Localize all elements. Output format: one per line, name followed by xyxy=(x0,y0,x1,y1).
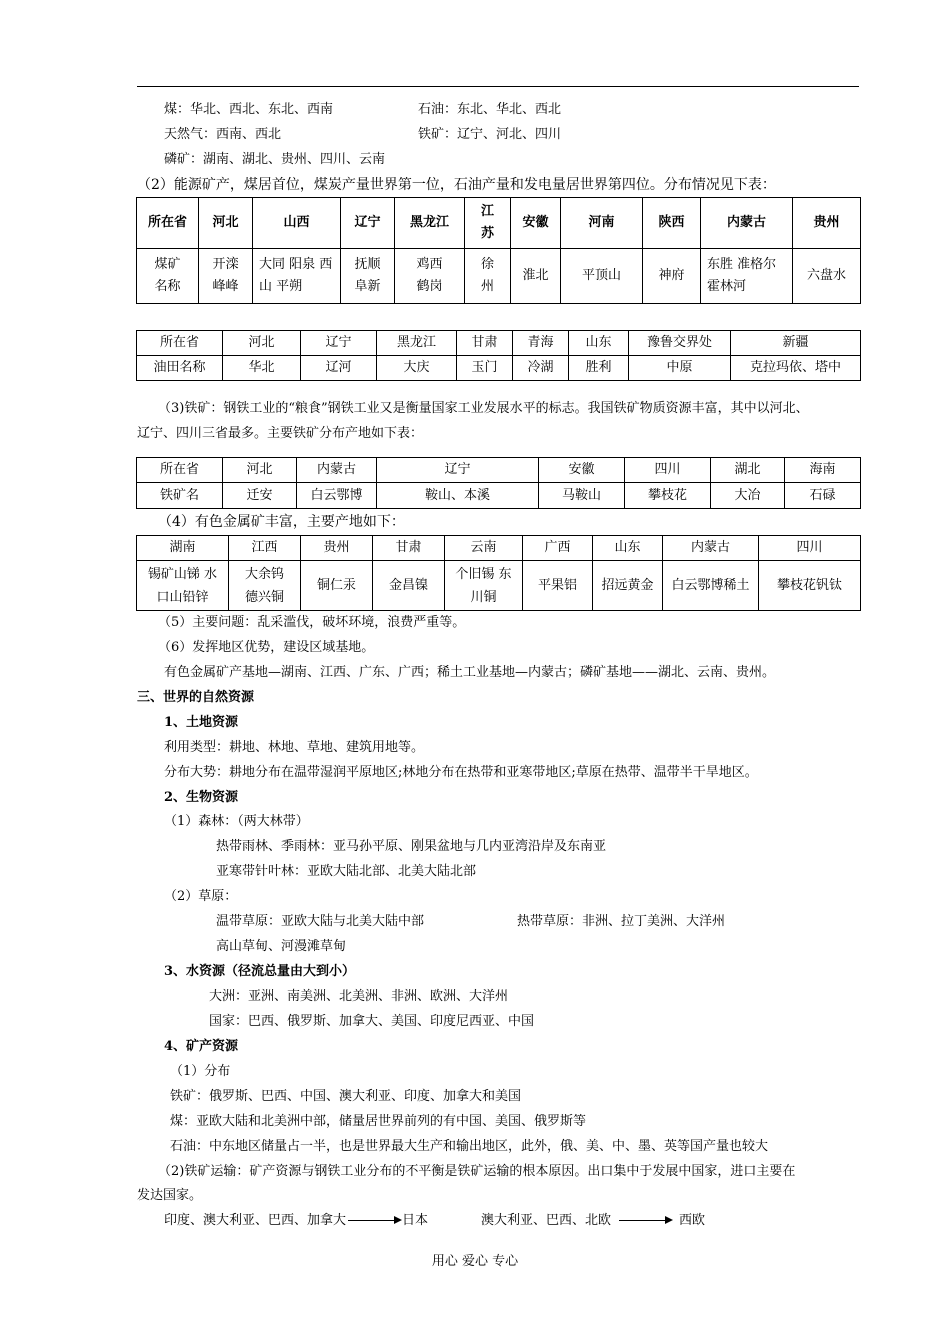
coal-header-cell: 河南 xyxy=(561,198,643,249)
oil-cell: 中原 xyxy=(629,356,731,381)
advantage-line: （6）发挥地区优势，建设区域基地。 xyxy=(158,640,375,655)
oil-cell: 冷湖 xyxy=(513,356,569,381)
oilfield-table xyxy=(136,330,861,381)
coal-regions: 煤：华北、西北、东北、西南 xyxy=(164,102,334,117)
metal-cell: 金昌镍 xyxy=(373,561,445,611)
iron-cell: 石碌 xyxy=(785,483,861,509)
coal-name-cell: 大同 阳泉 西山 平朔 xyxy=(253,249,341,304)
energy-heading: （2）能源矿产，煤居首位，煤炭产量世界第一位，石油产量和发电量居世界第四位。分布情况见下表： xyxy=(137,177,776,193)
coal-name-cell: 抚顺阜新 xyxy=(341,249,395,304)
transport-line1: （2)铁矿运输：矿产资源与钢铁工业分布的不平衡是铁矿运输的根本原因。出口集中于发展中国家，进口主要在 xyxy=(158,1164,796,1179)
arrow-right-icon xyxy=(619,1220,671,1221)
iron-header-cell: 所在省 xyxy=(137,458,223,483)
oil-header-cell: 所在省 xyxy=(137,331,223,356)
iron-cell: 迁安 xyxy=(223,483,297,509)
iron-header-cell: 内蒙古 xyxy=(297,458,377,483)
phosphate-regions: 磷矿：湖南、湖北、贵州、四川、云南 xyxy=(164,152,386,167)
oil-header-cell: 黑龙江 xyxy=(377,331,457,356)
metal-header-cell: 云南 xyxy=(445,536,523,561)
oil-cell: 辽河 xyxy=(301,356,377,381)
iron-header-cell: 湖北 xyxy=(711,458,785,483)
iron-cell: 攀枝花 xyxy=(625,483,711,509)
iron-header-cell: 海南 xyxy=(785,458,861,483)
page-footer: 用心 爱心 专心 xyxy=(431,1254,519,1269)
metal-header-cell: 贵州 xyxy=(301,536,373,561)
oil-header-cell: 青海 xyxy=(513,331,569,356)
coal-name-cell: 六盘水 xyxy=(793,249,861,304)
metal-header-cell: 甘肃 xyxy=(373,536,445,561)
coal-name-cell: 开滦峰峰 xyxy=(199,249,253,304)
metal-header-cell: 江西 xyxy=(229,536,301,561)
oil-world-line: 石油：中东地区储量占一半，也是世界最大生产和输出地区，此外，俄、美、中、墨、英等国产量也较大 xyxy=(170,1139,769,1154)
coal-row-label: 煤矿名称 xyxy=(137,249,199,304)
trade-flow-2 xyxy=(481,1212,705,1230)
oil-header-cell: 山东 xyxy=(569,331,629,356)
taiga-line: 亚寒带针叶林：亚欧大陆北部、北美大陆北部 xyxy=(216,864,477,879)
oil-header-cell: 河北 xyxy=(223,331,301,356)
distribution-line: （1）分布 xyxy=(170,1064,231,1079)
iron-header-cell: 辽宁 xyxy=(377,458,539,483)
oil-cell: 胜利 xyxy=(569,356,629,381)
bases-line: 有色金属矿产基地—湖南、江西、广东、广西；稀土工业基地—内蒙古；磷矿基地——湖北、云南、贵州。 xyxy=(164,665,776,680)
transport-line2: 发达国家。 xyxy=(137,1188,203,1203)
problems-line: （5）主要问题：乱采滥伐，破坏环境，浪费严重等。 xyxy=(158,615,466,630)
metal-cell: 白云鄂博稀土 xyxy=(663,561,759,611)
coal-table xyxy=(136,197,861,304)
oil-cell: 克拉玛依、塔中 xyxy=(731,356,861,381)
metal-header-cell: 广西 xyxy=(523,536,593,561)
metal-cell: 铜仁汞 xyxy=(301,561,373,611)
metal-header-cell: 四川 xyxy=(759,536,861,561)
coal-name-cell: 神府 xyxy=(643,249,701,304)
metal-cell: 大余钨 德兴铜 xyxy=(229,561,301,611)
coal-header-cell: 山西 xyxy=(253,198,341,249)
metal-header-cell: 山东 xyxy=(593,536,663,561)
coal-name-cell: 徐州 xyxy=(465,249,511,304)
metal-cell: 锡矿山锑 水口山铅锌 xyxy=(137,561,229,611)
oil-regions: 石油：东北、华北、西北 xyxy=(418,102,562,117)
arrow-right-icon xyxy=(348,1220,400,1221)
grassland-line: （2）草原： xyxy=(164,889,238,904)
oil-header-cell: 辽宁 xyxy=(301,331,377,356)
land-distribution-line: 分布大势：耕地分布在温带湿润平原地区;林地分布在热带和亚寒带地区;草原在热带、温带半干旱地区。 xyxy=(164,765,758,780)
oil-cell: 大庆 xyxy=(377,356,457,381)
metal-cell: 攀枝花钒钛 xyxy=(759,561,861,611)
forest-line: （1）森林：（两大林带） xyxy=(164,814,309,829)
coal-header-cell: 陕西 xyxy=(643,198,701,249)
coal-header-cell: 安徽 xyxy=(511,198,561,249)
continents-line: 大洲：亚洲、南美洲、北美洲、非洲、欧洲、大洋州 xyxy=(209,989,509,1004)
tropical-grass-line: 热带草原：非洲、拉丁美洲、大洋州 xyxy=(517,914,726,929)
trade-flow xyxy=(164,1212,428,1230)
coal-header-cell: 河北 xyxy=(199,198,253,249)
metal-header-cell: 湖南 xyxy=(137,536,229,561)
iron-cell: 马鞍山 xyxy=(539,483,625,509)
metal-cell: 个旧锡 东川铜 xyxy=(445,561,523,611)
iron-cell: 铁矿名 xyxy=(137,483,223,509)
coal-header-cell: 内蒙古 xyxy=(701,198,793,249)
gas-regions: 天然气：西南、西北 xyxy=(164,127,282,142)
iron-header-cell: 四川 xyxy=(625,458,711,483)
rainforest-line: 热带雨林、季雨林：亚马孙平原、刚果盆地与几内亚湾沿岸及东南亚 xyxy=(216,839,607,854)
oil-cell: 华北 xyxy=(223,356,301,381)
flow-destination-2: 西欧 xyxy=(679,1213,706,1228)
coal-name-cell: 东胜 准格尔 霍林河 xyxy=(701,249,793,304)
header-rule xyxy=(137,86,859,87)
iron-ore-table xyxy=(136,457,861,509)
alpine-meadow-line: 高山草甸、河漫滩草甸 xyxy=(216,939,347,954)
coal-header-cell: 黑龙江 xyxy=(395,198,465,249)
land-heading: 1、土地资源 xyxy=(164,715,239,730)
countries-line: 国家：巴西、俄罗斯、加拿大、美国、印度尼西亚、中国 xyxy=(209,1014,535,1029)
metal-cell: 招远黄金 xyxy=(593,561,663,611)
iron-cell: 鞍山、本溪 xyxy=(377,483,539,509)
coal-header-cell: 所在省 xyxy=(137,198,199,249)
iron-header-cell: 安徽 xyxy=(539,458,625,483)
flow-destination-1: 日本 xyxy=(402,1213,429,1228)
metal-cell: 平果铝 xyxy=(523,561,593,611)
iron-header-cell: 河北 xyxy=(223,458,297,483)
coal-name-cell: 淮北 xyxy=(511,249,561,304)
water-heading: 3、水资源（径流总量由大到小） xyxy=(164,964,356,979)
mineral-heading: 4、矿产资源 xyxy=(164,1039,239,1054)
iron-cell: 白云鄂博 xyxy=(297,483,377,509)
land-use-line: 利用类型：耕地、林地、草地、建筑用地等。 xyxy=(164,740,425,755)
coal-header-cell: 辽宁 xyxy=(341,198,395,249)
iron-world-line: 铁矿：俄罗斯、巴西、中国、澳大利亚、印度、加拿大和美国 xyxy=(170,1089,522,1104)
oil-header-cell: 豫鲁交界处 xyxy=(629,331,731,356)
temperate-grass-line: 温带草原：亚欧大陆与北美大陆中部 xyxy=(216,914,425,929)
flow-origin-2: 澳大利亚、巴西、北欧 xyxy=(481,1213,612,1228)
oil-cell: 玉门 xyxy=(457,356,513,381)
iron-paragraph-line2: 辽宁、四川三省最多。主要铁矿分布产地如下表： xyxy=(137,426,424,441)
nonferrous-table xyxy=(136,535,861,611)
coal-header-cell: 江苏 xyxy=(465,198,511,249)
iron-paragraph-line1: （3)铁矿：钢铁工业的“粮食”钢铁工业又是衡量国家工业发展水平的标志。我国铁矿物质资源丰富，其中以河北、 xyxy=(158,401,809,416)
iron-cell: 大冶 xyxy=(711,483,785,509)
coal-name-cell: 鸡西鹤岗 xyxy=(395,249,465,304)
oil-cell: 油田名称 xyxy=(137,356,223,381)
oil-header-cell: 新疆 xyxy=(731,331,861,356)
section-3-heading: 三、世界的自然资源 xyxy=(137,690,255,705)
coal-name-cell: 平顶山 xyxy=(561,249,643,304)
oil-header-cell: 甘肃 xyxy=(457,331,513,356)
flow-origin-1: 印度、澳大利亚、巴西、加拿大 xyxy=(164,1213,347,1228)
iron-regions: 铁矿：辽宁、河北、四川 xyxy=(418,127,562,142)
coal-header-cell: 贵州 xyxy=(793,198,861,249)
bio-heading: 2、生物资源 xyxy=(164,790,239,805)
metal-header-cell: 内蒙古 xyxy=(663,536,759,561)
coal-world-line: 煤：亚欧大陆和北美洲中部，储量居世界前列的有中国、美国、俄罗斯等 xyxy=(170,1114,587,1129)
nonferrous-heading: （4）有色金属矿丰富，主要产地如下： xyxy=(158,514,405,530)
